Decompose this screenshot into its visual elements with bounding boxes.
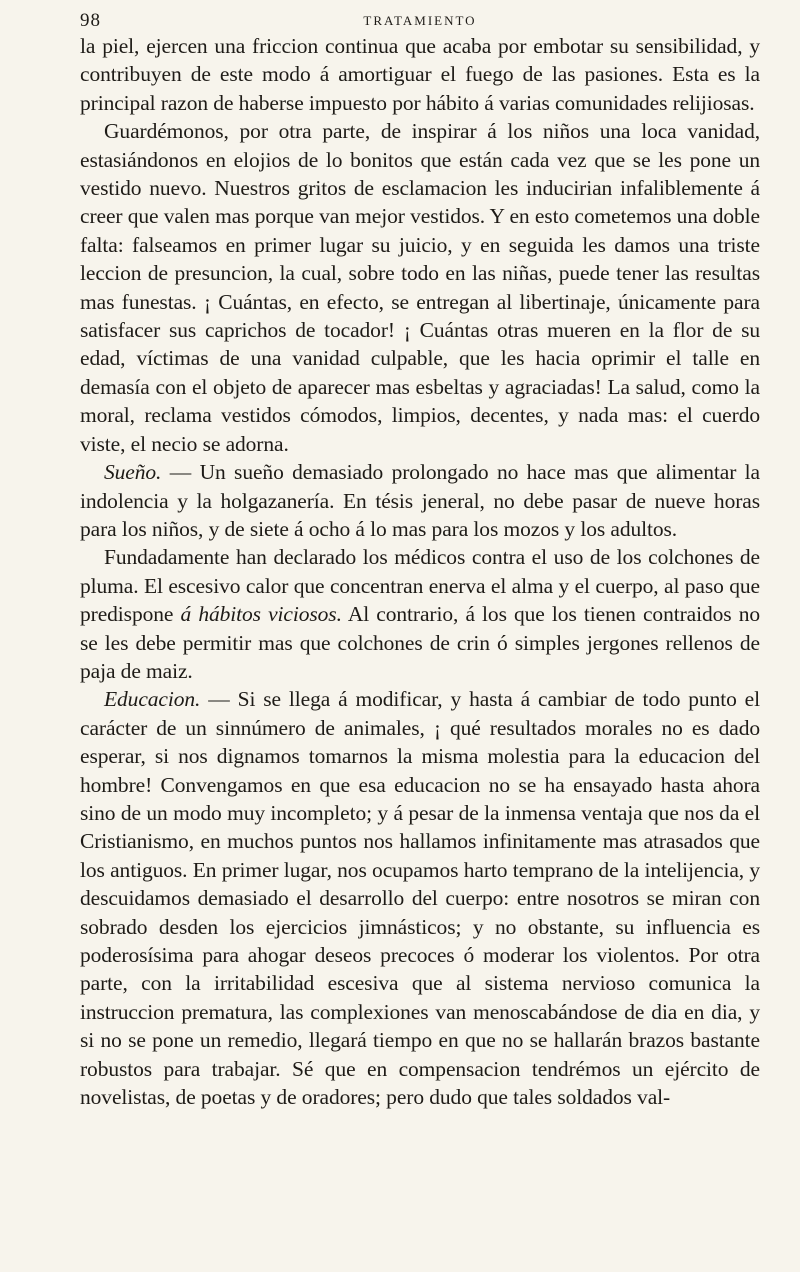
paragraph-mattresses-end: Al contrario, á los que los tienen contraidos no se les debe permitir mas que colchones de crin ó simples jergones rellenos de paja de maiz. xyxy=(80,602,760,683)
paragraph-education xyxy=(80,685,760,1111)
running-head xyxy=(80,8,760,32)
section-heading-education: Educacion. xyxy=(104,687,201,712)
paragraph-vanity: Guardémonos, por otra parte, de inspirar á los niños una loca vanidad, estasiándonos en elojios de lo bonitos que están cada vez que se les pone un vestido nuevo. Nuestros gritos de esclamacion les inducirian infaliblemente á creer que valen mas porque van mejor vestidos. Y en esto cometemos una doble falta: falseamos en primer lugar su juicio, y en seguida les damos una triste leccion de presuncion, la cual, sobre todo en las niñas, puede tener las resultas mas funestas. ¡ Cuántas, en efecto, se entregan al libertinaje, únicamente para satisfacer sus caprichos de tocador! ¡ Cuántas otras mueren en la flor de su edad, víctimas de una vanidad culpable, que les hacia oprimir el talle en demasía con el objeto de aparecer mas esbeltas y agraciadas! La salud, como la moral, reclama vestidos cómodos, limpios, decentes, y nada mas: el cuerdo viste, el necio se adorna. xyxy=(80,119,760,456)
running-title: TRATAMIENTO xyxy=(363,13,477,28)
paragraph-sleep-text: — Un sueño demasiado prolongado no hace mas que alimentar la indolencia y la holgazanería. En tésis jeneral, no debe pasar de nueve horas para los niños, y de siete á ocho á lo mas para los mozos y los adultos. xyxy=(80,460,760,541)
paragraph-mattresses-start: Fundadamente han declarado los médicos contra el uso de los colchones de pluma. El escesivo calor que concentran enerva el alma y el cuerpo, al paso que predispone xyxy=(80,545,760,627)
italic-phrase: á hábitos viciosos. xyxy=(180,602,342,627)
paragraph-continuation: la piel, ejercen una friccion continua que acaba por embotar su sensibilidad, y contribuyen de este modo á amortiguar el fuego de las pasiones. Esta es la principal razon de haberse impuesto por hábito á varias comunidades relijiosas. xyxy=(80,34,760,115)
paragraph-sleep xyxy=(80,458,760,543)
body-text xyxy=(80,32,760,1111)
section-heading-sleep: Sueño. xyxy=(104,460,162,485)
page-number: 98 xyxy=(80,10,101,31)
paragraph-education-text: — Si se llega á modificar, y hasta á cambiar de todo punto el carácter de un sinnúmero de animales, ¡ qué resultados morales no es dado esperar, si nos dignamos tomarnos la misma molestia para la educacion del hombre! Convengamos en que esa educacion no se ha ensayado hasta ahora sino de un modo muy incompleto; y á pesar de la inmensa ventaja que nos da el Cristianismo, en muchos puntos nos hallamos infinitamente mas atrasados que los antiguos. En primer lugar, nos ocupamos harto temprano de la intelijencia, y descuidamos demasiado el desarrollo del cuerpo: entre nosotros se miran con sobrado desden los ejercicios jimnásticos; y no obstante, su influencia es poderosísima para ahogar deseos precoces ó moderar los violentos. Por otra parte, con la irritabilidad escesiva que al sistema nervioso comunica la instruccion prematura, las complexiones van menoscabándose de dia en dia, y si no se pone un remedio, llegará tiempo en que no se hallarán brazos bastante robustos para trabajar. Sé que en compensacion tendrémos un ejército de novelistas, de poetas y de oradores; pero dudo que tales soldados val- xyxy=(80,687,760,1110)
paragraph-mattresses xyxy=(80,543,760,685)
